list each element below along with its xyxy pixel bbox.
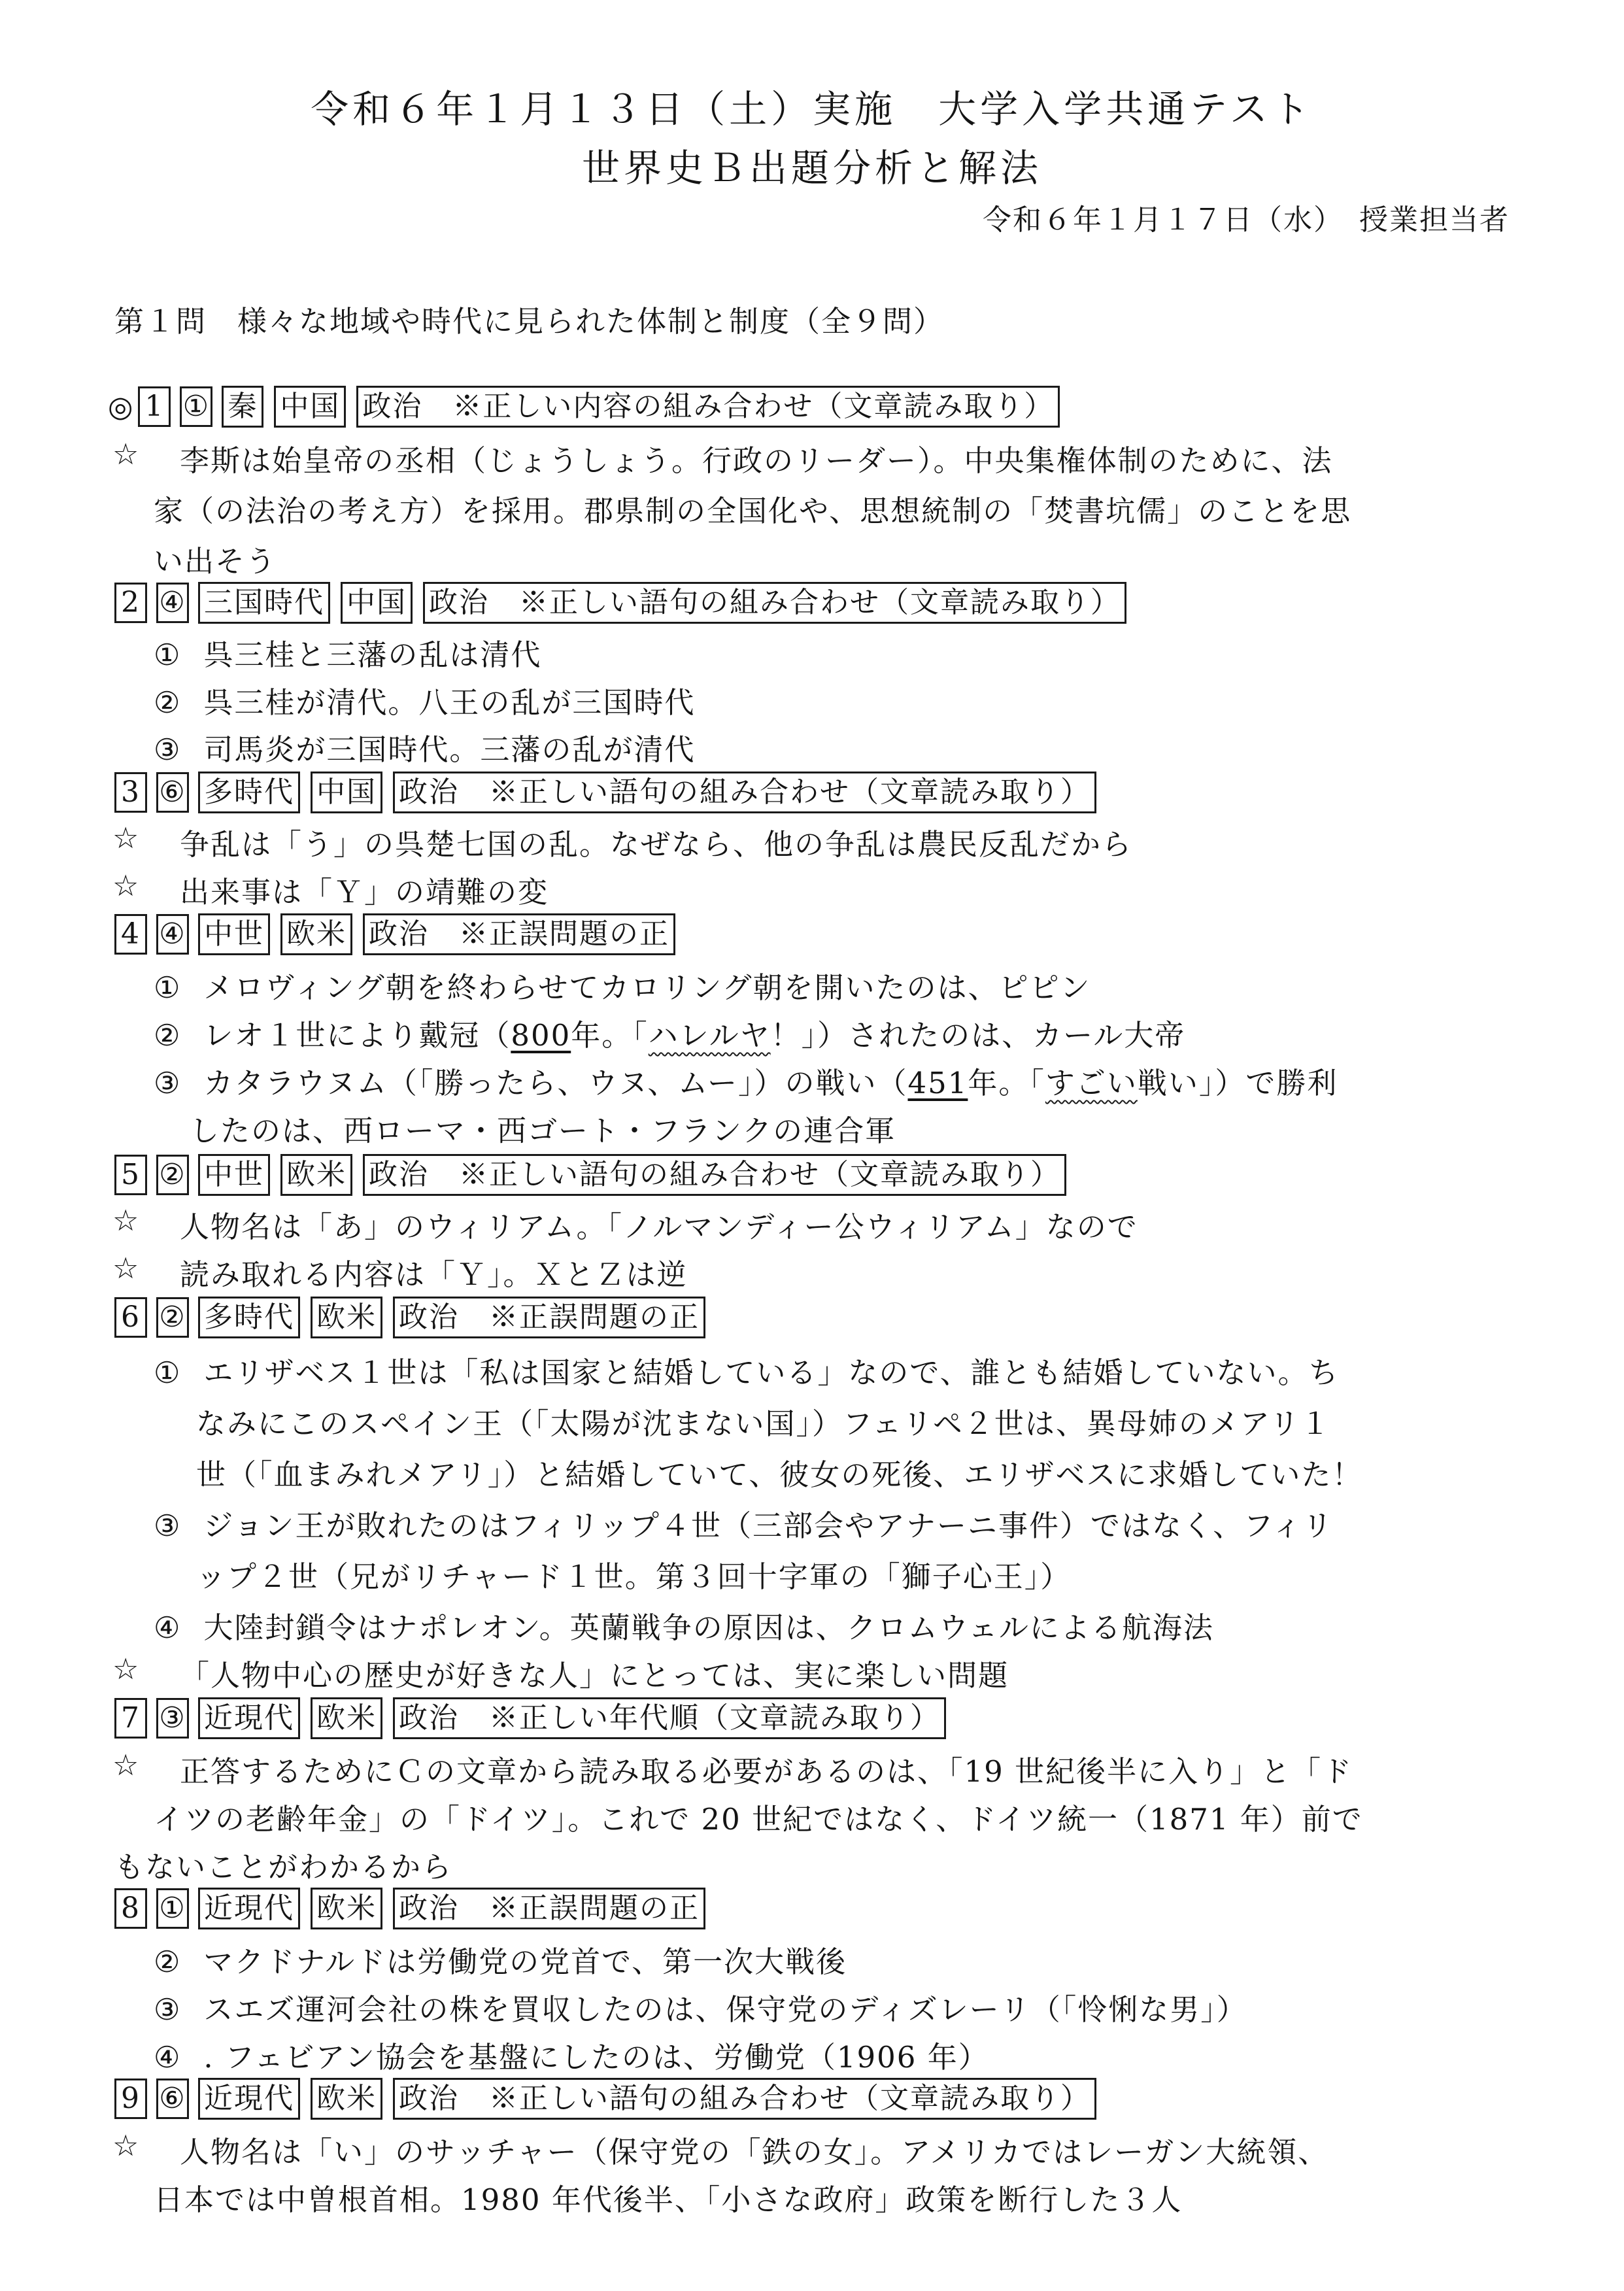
q6-note: 「人物中心の歴史が好きな人」にとっては、実に楽しい問題 xyxy=(180,1658,1009,1693)
question-8-tag-region: 欧米 xyxy=(311,1888,382,1929)
q6-item-1-line1: ① エリザベス１世は「私は国家と結婚している」なので、誰とも結婚していない。ち xyxy=(154,1355,1340,1390)
q1-note-line1: 李斯は始皇帝の丞相（じょうしょう。行政のリーダー）。中央集権体制のために、法 xyxy=(180,443,1333,478)
q7-note-line1: 正答するためにＣの文章から読み取る必要があるのは、「19 世紀後半に入り」と「ド xyxy=(180,1754,1353,1789)
question-3-answer: ⑥ xyxy=(156,772,189,813)
q4-item-2: ② レオ１世により戴冠（800年。「ハレルヤ！」）されたのは、カール大帝 xyxy=(154,1018,1186,1053)
question-6-answer: ② xyxy=(156,1297,189,1338)
question-8-description: 政治 ※正誤問題の正 xyxy=(393,1888,705,1929)
question-5-description: 政治 ※正しい語句の組み合わせ（文章読み取り） xyxy=(363,1154,1066,1196)
q5-star-icon-2: ☆ xyxy=(112,1251,139,1285)
q6-item-1-line3: 世（「血まみれメアリ」）と結婚していて、彼女の死後、エリザベスに求婚していた！ xyxy=(196,1457,1363,1492)
q4-item-3-cont: したのは、西ローマ・西ゴート・フランクの連合軍 xyxy=(190,1113,896,1148)
question-3-description: 政治 ※正しい語句の組み合わせ（文章読み取り） xyxy=(393,772,1096,813)
question-7-description: 政治 ※正しい年代順（文章読み取り） xyxy=(393,1697,946,1739)
question-6-tag-era: 多時代 xyxy=(198,1297,300,1338)
question-9-header xyxy=(114,2078,1107,2120)
page-title-line1: 令和６年１月１３日（土）実施 大学入学共通テスト xyxy=(311,87,1313,131)
question-1-description: 政治 ※正しい内容の組み合わせ（文章読み取り） xyxy=(356,386,1060,428)
q2-item-2: ② 呉三桂が清代。八王の乱が三国時代 xyxy=(154,685,696,720)
q8-item-4: ④ . フェビアン協会を基盤にしたのは、労働党（1906 年） xyxy=(154,2040,989,2075)
question-7-tag-region: 欧米 xyxy=(311,1697,382,1739)
q2-item-1: ① 呉三桂と三藩の乱は清代 xyxy=(154,637,542,672)
question-6-tag-region: 欧米 xyxy=(311,1297,382,1338)
q4-item-1: ① メロヴィング朝を終わらせてカロリング朝を開いたのは、ピピン xyxy=(154,970,1091,1005)
question-8-tag-era: 近現代 xyxy=(198,1888,300,1929)
question-5-header xyxy=(114,1154,1077,1196)
question-9-answer: ⑥ xyxy=(156,2079,189,2119)
q4-item-3: ③ カタラウヌム（「勝ったら、ウヌ、ムー」）の戦い（451年。「すごい戦い」）で勝利 xyxy=(154,1066,1338,1100)
q3-note-1: 争乱は「う」の呉楚七国の乱。なぜなら、他の争乱は農民反乱だから xyxy=(180,827,1133,862)
question-1-answer: ① xyxy=(180,386,212,427)
q8-item-3: ③ スエズ運河会社の株を買収したのは、保守党のディズレーリ（「怜悧な男」） xyxy=(154,1992,1247,2027)
question-2-number: 2 xyxy=(114,583,147,623)
q6-star-icon: ☆ xyxy=(112,1652,139,1686)
question-4-tag-era: 中世 xyxy=(198,913,270,955)
q1-note-line2: 家（の法治の考え方）を採用。郡県制の全国化や、思想統制の「焚書坑儒」のことを思 xyxy=(154,494,1352,528)
question-2-description: 政治 ※正しい語句の組み合わせ（文章読み取り） xyxy=(423,582,1126,624)
question-2-answer: ④ xyxy=(156,583,189,623)
question-5-answer: ② xyxy=(156,1155,189,1195)
question-4-tag-region: 欧米 xyxy=(280,913,352,955)
question-8-number: 8 xyxy=(114,1888,147,1929)
question-1-tag-region: 中国 xyxy=(274,386,346,428)
question-6-header xyxy=(114,1297,716,1338)
q1-star-icon: ☆ xyxy=(112,437,139,471)
page-title-line2: 世界史Ｂ出題分析と解法 xyxy=(581,146,1042,190)
q6-item-1-line2: なみにこのスペイン王（「太陽が沈まない国」）フェリペ２世は、異母姉のメアリ１ xyxy=(196,1406,1332,1441)
q1-note-line3: い出そう xyxy=(154,544,277,579)
section-heading: 第１問 様々な地域や時代に見られた体制と制度（全９問） xyxy=(114,304,945,339)
question-4-answer: ④ xyxy=(156,914,189,955)
date-author: 令和６年１月１７日（水） 授業担当者 xyxy=(983,203,1510,237)
q9-star-icon: ☆ xyxy=(112,2128,139,2163)
question-9-tag-region: 欧米 xyxy=(311,2078,382,2120)
q5-star-icon: ☆ xyxy=(112,1203,139,1238)
question-1-header xyxy=(108,386,1070,428)
question-3-tag-region: 中国 xyxy=(311,772,382,813)
question-8-answer: ① xyxy=(156,1888,189,1929)
q7-star-icon: ☆ xyxy=(112,1748,139,1782)
q2-item-3: ③ 司馬炎が三国時代。三藩の乱が清代 xyxy=(154,732,696,767)
question-3-tag-era: 多時代 xyxy=(198,772,300,813)
question-1-tag-era: 秦 xyxy=(222,386,263,428)
question-7-header xyxy=(114,1697,956,1739)
question-7-tag-era: 近現代 xyxy=(198,1697,300,1739)
q7-note-line2: イツの老齢年金」の「ドイツ」。これで 20 世紀ではなく、ドイツ統一（1871 年）前で xyxy=(154,1802,1363,1837)
question-6-number: 6 xyxy=(114,1297,147,1338)
q8-item-2: ② マクドナルドは労働党の党首で、第一次大戦後 xyxy=(154,1944,847,1979)
q3-star-icon-2: ☆ xyxy=(112,868,139,903)
q5-note-2: 読み取れる内容は「Ｙ」。ＸとＺは逆 xyxy=(180,1257,688,1292)
q3-star-icon: ☆ xyxy=(112,821,139,855)
question-3-header xyxy=(114,772,1107,813)
question-9-number: 9 xyxy=(114,2079,147,2119)
question-4-header xyxy=(114,913,686,955)
question-5-number: 5 xyxy=(114,1155,147,1195)
question-3-number: 3 xyxy=(114,772,147,813)
question-1-number: 1 xyxy=(138,386,171,427)
question-7-answer: ③ xyxy=(156,1698,189,1739)
q9-note-line2: 日本では中曽根首相。1980 年代後半、「小さな政府」政策を断行した３人 xyxy=(154,2182,1183,2217)
q6-item-3-line1: ③ ジョン王が敗れたのはフィリップ４世（三部会やアナーニ事件）ではなく、フィリ xyxy=(154,1508,1334,1543)
question-2-header xyxy=(114,582,1137,624)
q6-item-3-line2: ップ２世（兄がリチャード１世。第３回十字軍の「獅子心王」） xyxy=(196,1559,1072,1594)
q7-note-line3: もないことがわかるから xyxy=(114,1850,453,1884)
question-2-tag-era: 三国時代 xyxy=(198,582,330,624)
q6-item-4: ④ 大陸封鎖令はナポレオン。英蘭戦争の原因は、クロムウェルによる航海法 xyxy=(154,1610,1214,1645)
question-5-tag-region: 欧米 xyxy=(280,1154,352,1196)
question-2-tag-region: 中国 xyxy=(341,582,413,624)
q9-note-line1: 人物名は「い」のサッチャー（保守党の「鉄の女」。アメリカではレーガン大統領、 xyxy=(180,2135,1329,2169)
question-9-tag-era: 近現代 xyxy=(198,2078,300,2120)
question-7-number: 7 xyxy=(114,1698,147,1739)
question-6-description: 政治 ※正誤問題の正 xyxy=(393,1297,705,1338)
question-1-prefix: ◎ xyxy=(108,390,135,424)
q5-note-1: 人物名は「あ」のウィリアム。「ノルマンディー公ウィリアム」なので xyxy=(180,1210,1138,1244)
question-4-description: 政治 ※正誤問題の正 xyxy=(363,913,675,955)
question-5-tag-era: 中世 xyxy=(198,1154,270,1196)
q3-note-2: 出来事は「Ｙ」の靖難の変 xyxy=(180,875,549,909)
question-4-number: 4 xyxy=(114,914,147,955)
question-8-header xyxy=(114,1888,716,1929)
question-9-description: 政治 ※正しい語句の組み合わせ（文章読み取り） xyxy=(393,2078,1096,2120)
